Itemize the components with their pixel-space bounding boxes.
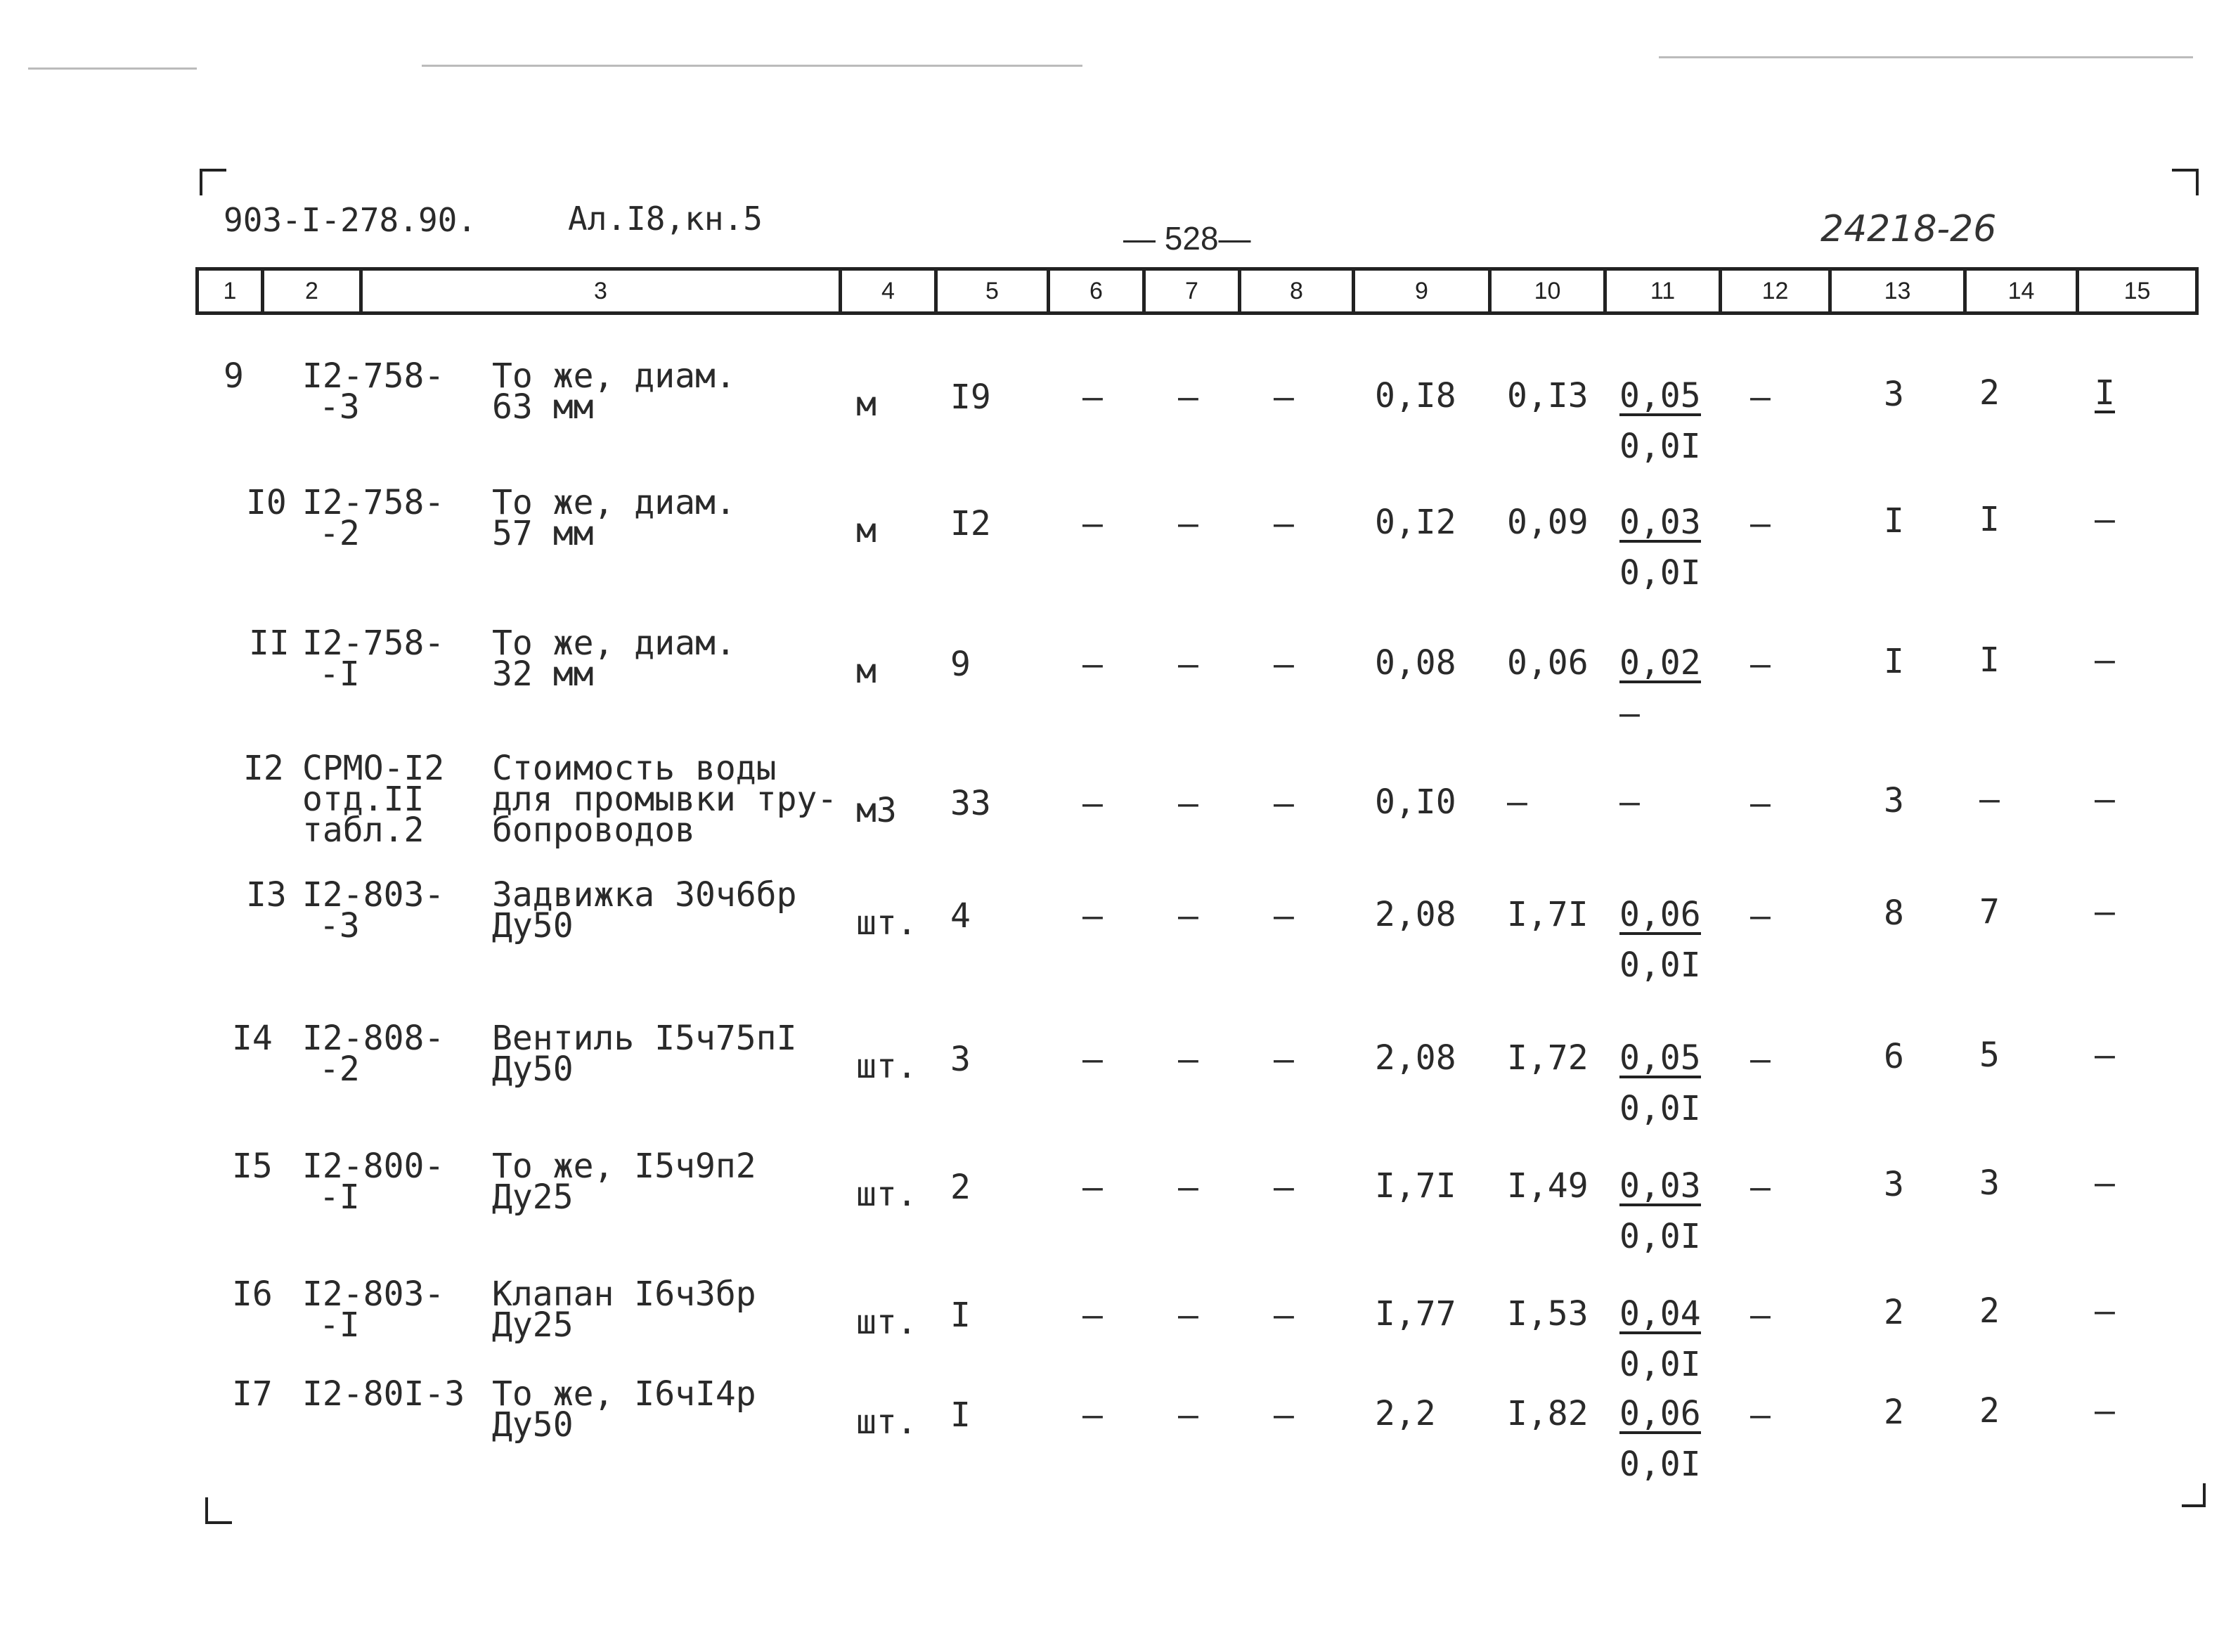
- row-col6: –: [1082, 504, 1103, 543]
- row-quantity: 9: [950, 645, 971, 684]
- row-code-line: -2: [319, 514, 360, 553]
- row-col13: 2: [1884, 1393, 1904, 1432]
- column-header-10: 10: [1488, 271, 1603, 311]
- row-col11-bottom: 0,0I: [1619, 427, 1701, 466]
- row-col11-bottom: 0,0I: [1619, 1089, 1701, 1128]
- row-col7: –: [1178, 504, 1198, 543]
- row-col8: –: [1274, 784, 1294, 823]
- row-col7: –: [1178, 1168, 1198, 1207]
- row-col11-top: 0,02: [1619, 643, 1701, 683]
- row-col6: –: [1082, 896, 1103, 936]
- row-code-line: I2-758-: [302, 356, 445, 396]
- row-col11-top: 0,03: [1619, 503, 1701, 542]
- row-code-line: I2-803-: [302, 1275, 445, 1314]
- row-unit: м: [856, 385, 877, 424]
- row-col12: –: [1750, 377, 1771, 417]
- row-col8: –: [1274, 1040, 1294, 1079]
- row-col8: –: [1274, 377, 1294, 417]
- row-number: II: [249, 624, 290, 663]
- row-col15: –: [2095, 500, 2115, 539]
- row-col11-top: 0,04: [1619, 1294, 1701, 1334]
- column-header-3: 3: [359, 271, 839, 311]
- row-col10: I,72: [1507, 1038, 1589, 1078]
- row-col11-top: 0,05: [1619, 1038, 1701, 1078]
- column-header-6: 6: [1047, 271, 1142, 311]
- row-col12: –: [1750, 1296, 1771, 1335]
- row-description-line: Ду50: [492, 906, 574, 946]
- row-code-line: -3: [319, 387, 360, 427]
- row-description-line: То же, I5ч9п2: [492, 1147, 756, 1186]
- page-number: — 528—: [1123, 220, 1251, 257]
- row-col8: –: [1274, 1395, 1294, 1435]
- row-description-line: 57 мм: [492, 514, 594, 553]
- row-description-line: То же, диам.: [492, 356, 736, 396]
- row-col6: –: [1082, 784, 1103, 823]
- row-col7: –: [1178, 1040, 1198, 1079]
- row-quantity: I: [950, 1395, 971, 1435]
- row-col9: 0,08: [1375, 643, 1456, 683]
- row-col11-top: 0,03: [1619, 1166, 1701, 1206]
- row-code-line: -I: [319, 1177, 360, 1217]
- row-col11-bottom: 0,0I: [1619, 1345, 1701, 1384]
- row-unit: м: [856, 511, 877, 550]
- corner-mark-top-left: [200, 169, 226, 195]
- row-col8: –: [1274, 1296, 1294, 1335]
- column-header-11: 11: [1603, 271, 1719, 311]
- column-header-5: 5: [934, 271, 1047, 311]
- row-unit: шт.: [856, 1047, 917, 1086]
- album-reference: Ал.I8,кн.5: [568, 200, 763, 238]
- row-col13: 3: [1884, 781, 1904, 820]
- row-col11-bottom: –: [1619, 694, 1640, 733]
- row-col7: –: [1178, 645, 1198, 684]
- row-quantity: 2: [950, 1168, 971, 1207]
- column-header-2: 2: [261, 271, 359, 311]
- row-col13: I: [1884, 642, 1904, 681]
- row-col7: –: [1178, 1296, 1198, 1335]
- row-col6: –: [1082, 1168, 1103, 1207]
- row-description-line: Ду50: [492, 1405, 574, 1445]
- row-quantity: 33: [950, 784, 991, 823]
- row-col13: 3: [1884, 1165, 1904, 1204]
- row-col10: I,53: [1507, 1294, 1589, 1334]
- row-col10: 0,I3: [1507, 376, 1589, 415]
- column-header-4: 4: [839, 271, 934, 311]
- row-col12: –: [1750, 645, 1771, 684]
- row-number: 9: [224, 356, 244, 396]
- row-col13: 8: [1884, 893, 1904, 933]
- row-unit: м: [856, 652, 877, 691]
- corner-mark-top-right: [2172, 169, 2199, 195]
- row-col10: –: [1507, 782, 1527, 822]
- row-col10: 0,09: [1507, 503, 1589, 542]
- row-col6: –: [1082, 1296, 1103, 1335]
- row-code-line: отд.II: [302, 780, 425, 819]
- row-col7: –: [1178, 896, 1198, 936]
- row-col8: –: [1274, 896, 1294, 936]
- row-col9: 2,08: [1375, 895, 1456, 934]
- row-description-line: Вентиль I5ч75пI: [492, 1019, 797, 1058]
- row-col12: –: [1750, 1040, 1771, 1079]
- row-description-line: Задвижка 30ч6бр: [492, 875, 797, 915]
- row-col12: –: [1750, 784, 1771, 823]
- row-number: I7: [232, 1374, 273, 1414]
- row-col12: –: [1750, 504, 1771, 543]
- row-col13: 6: [1884, 1037, 1904, 1076]
- row-col15: –: [2095, 892, 2115, 931]
- row-col15: –: [2095, 1163, 2115, 1203]
- row-description-line: Ду50: [492, 1050, 574, 1089]
- row-col14: 2: [1979, 373, 2000, 413]
- row-col15: –: [2095, 1391, 2115, 1431]
- row-col7: –: [1178, 1395, 1198, 1435]
- column-header-12: 12: [1719, 271, 1828, 311]
- row-code-line: -I: [319, 1305, 360, 1345]
- row-description-line: То же, диам.: [492, 483, 736, 522]
- row-col9: 0,I8: [1375, 376, 1456, 415]
- row-code-line: -I: [319, 654, 360, 694]
- row-number: I0: [246, 483, 287, 522]
- column-header-row: [195, 267, 2199, 315]
- row-number: I5: [232, 1147, 273, 1186]
- row-quantity: 3: [950, 1040, 971, 1079]
- row-col9: 0,I0: [1375, 782, 1456, 822]
- row-description-line: 63 мм: [492, 387, 594, 427]
- row-col12: –: [1750, 1395, 1771, 1435]
- row-col14: 5: [1979, 1035, 2000, 1075]
- row-col13: 2: [1884, 1293, 1904, 1332]
- row-col9: I,7I: [1375, 1166, 1456, 1206]
- row-col13: 3: [1884, 375, 1904, 414]
- scan-mark: [28, 67, 197, 70]
- row-description-line: То же, I6чI4р: [492, 1374, 756, 1414]
- row-quantity: I9: [950, 377, 991, 417]
- row-number: I3: [246, 875, 287, 915]
- row-quantity: I2: [950, 504, 991, 543]
- row-number: I2: [243, 749, 284, 788]
- row-col11-bottom: 0,0I: [1619, 1217, 1701, 1256]
- row-description-line: Ду25: [492, 1305, 574, 1345]
- row-col14: 7: [1979, 892, 2000, 931]
- row-col15: –: [2095, 1291, 2115, 1331]
- row-unit: м3: [856, 791, 897, 830]
- row-code-line: I2-758-: [302, 624, 445, 663]
- document-code: 903-I-278.90.: [224, 201, 477, 239]
- row-col13: I: [1884, 501, 1904, 541]
- row-col10: I,49: [1507, 1166, 1589, 1206]
- row-col11-top: 0,06: [1619, 1394, 1701, 1433]
- row-col7: –: [1178, 784, 1198, 823]
- row-description-line: Клапан I6ч3бр: [492, 1275, 756, 1314]
- row-unit: шт.: [856, 1303, 917, 1342]
- scan-mark: [422, 65, 1082, 67]
- row-code-line: I2-803-: [302, 875, 445, 915]
- row-col7: –: [1178, 377, 1198, 417]
- handwritten-number: 24218-26: [1820, 208, 1997, 250]
- column-header-7: 7: [1142, 271, 1238, 311]
- row-code-line: табл.2: [302, 811, 425, 850]
- row-col11-top: –: [1619, 782, 1640, 822]
- row-col14: 2: [1979, 1291, 2000, 1331]
- row-col6: –: [1082, 377, 1103, 417]
- row-col14: 3: [1979, 1163, 2000, 1203]
- row-description-line: То же, диам.: [492, 624, 736, 663]
- column-header-1: 1: [223, 278, 237, 304]
- column-header-8: 8: [1238, 271, 1352, 311]
- row-col10: 0,06: [1507, 643, 1589, 683]
- column-header-13: 13: [1828, 271, 1963, 311]
- row-col6: –: [1082, 645, 1103, 684]
- row-col15: –: [2095, 1035, 2115, 1075]
- row-unit: шт.: [856, 903, 917, 943]
- row-quantity: 4: [950, 896, 971, 936]
- row-col12: –: [1750, 1168, 1771, 1207]
- row-code-line: -3: [319, 906, 360, 946]
- row-unit: шт.: [856, 1175, 917, 1214]
- row-code-line: -2: [319, 1050, 360, 1089]
- row-col9: I,77: [1375, 1294, 1456, 1334]
- row-col11-bottom: 0,0I: [1619, 553, 1701, 593]
- corner-mark-bottom-left: [205, 1497, 232, 1524]
- row-col15: I: [2095, 373, 2115, 413]
- row-number: I6: [232, 1275, 273, 1314]
- row-col14: –: [1979, 780, 2000, 819]
- row-col8: –: [1274, 1168, 1294, 1207]
- row-code-line: СРМО-I2: [302, 749, 445, 788]
- row-col14: I: [1979, 500, 2000, 539]
- row-description-line: 32 мм: [492, 654, 594, 694]
- row-col11-top: 0,06: [1619, 895, 1701, 934]
- row-col12: –: [1750, 896, 1771, 936]
- row-col15: –: [2095, 640, 2115, 680]
- row-col11-top: 0,05: [1619, 376, 1701, 415]
- row-col14: I: [1979, 640, 2000, 680]
- row-unit: шт.: [856, 1402, 917, 1442]
- row-col6: –: [1082, 1040, 1103, 1079]
- column-header-9: 9: [1352, 271, 1488, 311]
- row-col14: 2: [1979, 1391, 2000, 1431]
- row-description-line: Ду25: [492, 1177, 574, 1217]
- row-col9: 0,I2: [1375, 503, 1456, 542]
- row-col10: I,82: [1507, 1394, 1589, 1433]
- row-code-line: I2-800-: [302, 1147, 445, 1186]
- row-col11-bottom: 0,0I: [1619, 1445, 1701, 1484]
- row-code-line: I2-80I-3: [302, 1374, 465, 1414]
- row-col8: –: [1274, 504, 1294, 543]
- scan-mark: [1659, 56, 2193, 58]
- row-number: I4: [232, 1019, 273, 1058]
- row-col9: 2,08: [1375, 1038, 1456, 1078]
- column-header-14: 14: [1963, 271, 2076, 311]
- row-col15: –: [2095, 780, 2115, 819]
- row-col11-bottom: 0,0I: [1619, 946, 1701, 985]
- row-col9: 2,2: [1375, 1394, 1436, 1433]
- row-description-line: Стоимость воды: [492, 749, 777, 788]
- row-col6: –: [1082, 1395, 1103, 1435]
- row-code-line: I2-758-: [302, 483, 445, 522]
- corner-mark-bottom-right: [2182, 1483, 2206, 1507]
- column-header-15: 15: [2076, 271, 2195, 311]
- row-description-line: для промывки тру-: [492, 780, 838, 819]
- row-col10: I,7I: [1507, 895, 1589, 934]
- row-col8: –: [1274, 645, 1294, 684]
- row-description-line: бопроводов: [492, 811, 695, 850]
- row-code-line: I2-808-: [302, 1019, 445, 1058]
- row-quantity: I: [950, 1296, 971, 1335]
